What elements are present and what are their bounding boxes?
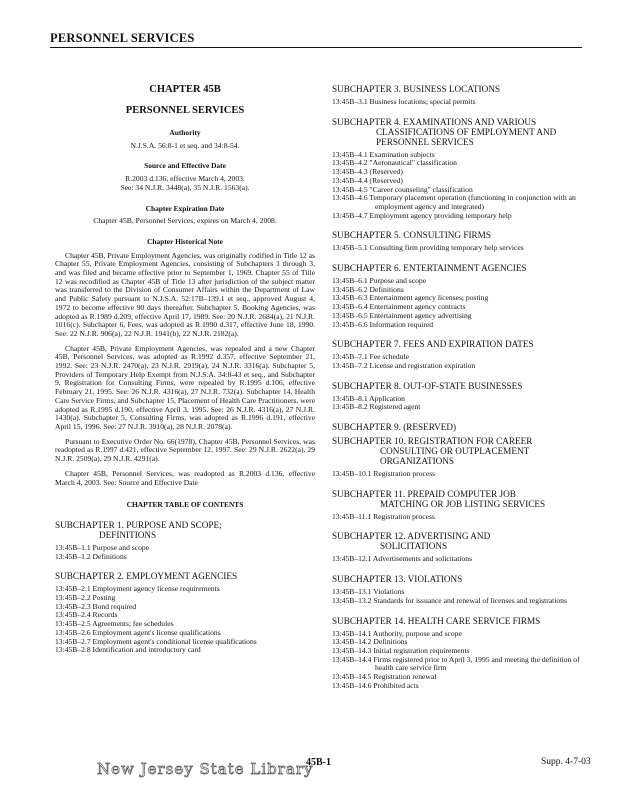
section-entry: 13:45B–4.6 Temporary placement operation (functioning in conjunction with an employment agency and integrated) <box>332 193 576 211</box>
section-entry: 13:45B–1.2 Definitions <box>55 551 127 561</box>
history-paragraph: Chapter 45B, Personnel Services, was readopted as R.2003 d.136, effective March 4, 2003. See: Source and Effective Date <box>55 468 315 487</box>
section-entry: 13:45B–14.2 Definitions <box>332 637 408 647</box>
section-entry: 13:45B–6.2 Definitions <box>332 284 404 294</box>
supplement-date: Supp. 4-7-03 <box>541 757 591 767</box>
subchapter-14-heading: SUBCHAPTER 14. HEALTH CARE SERVICE FIRMS <box>332 615 541 626</box>
subchapter-6-heading: SUBCHAPTER 6. ENTERTAINMENT AGENCIES <box>332 263 527 274</box>
header-rule <box>50 47 582 48</box>
subchapter-heading-line: SUBCHAPTER 12. ADVERTISING AND <box>332 531 491 542</box>
subchapter-heading-line: SUBCHAPTER 1. PURPOSE AND SCOPE; <box>55 519 222 530</box>
subchapter-13-heading: SUBCHAPTER 13. VIOLATIONS <box>332 574 463 585</box>
subchapter-heading-line: SUBCHAPTER 10. REGISTRATION FOR CAREER <box>332 436 533 447</box>
source-line-2: See: 34 N.J.R. 3448(a), 35 N.J.R. 1563(a). <box>120 182 250 192</box>
history-paragraph: Pursuant to Executive Order No. 66(1978), Chapter 45B, Personnel Services, was readopted as R.1997 d.421, effective September 12, 1997. See: 29 N.J.R. 2622(a), 29 N.J.R. 2509(a), 29 N.J.R. 4291(a). <box>55 436 315 464</box>
subchapter-heading-line: SUBCHAPTER 11. PREPAID COMPUTER JOB <box>332 488 516 499</box>
library-watermark: New Jersey State Library <box>97 760 314 778</box>
subchapter-heading-line: DEFINITIONS <box>99 529 157 540</box>
section-entry: 13:45B–2.2 Posting <box>55 593 116 603</box>
section-entry: 13:45B–6.6 Information required <box>332 319 434 329</box>
section-entry: 13:45B–14.4 Firms registered prior to April 3, 1995 and meeting the definition of health care service firm <box>332 654 580 673</box>
section-entry: 13:45B–2.4 Records <box>55 610 118 620</box>
section-entry: 13:45B–4.3 (Reserved) <box>332 167 403 177</box>
authority-heading: Authority <box>169 128 201 137</box>
history-paragraph: Chapter 45B, Private Employment Agencies, was originally codified in Title 12 as Chapter 55, Private Employment Agencies, consisting of Subchapters 1 through 3, and was filed and became effective prior to September 1, 1969. Chapter 55 of Title 12 was recodified as Chapter 45B of Title 13 after jurisdiction of the subject matter was transferred to the Division of Consumer Affairs within the Department of Law and Public Safety pursuant to N.J.S.A. 52:17B–139.1 et seq., approved August 4, 1972 to become effective 90 days thereafter. Subchapter 5, Booking Agencies, was adopted as R.1989 d.209, effective April 17, 1989. See: 20 N.J.R. 2684(a), 21 N.J.R. 1016(c). Subchapter 6, Fees, was adopted as R.1990 d.317, effective June 18, 1990. See: 22 N.J.R. 906(a), 22 N.J.R. 1941(b), 22 N.J.R. 2182(a). <box>55 250 315 338</box>
section-entry: 13:45B–4.7 Employment agency providing temporary help <box>332 210 512 220</box>
running-head: PERSONNEL SERVICES <box>50 31 195 45</box>
source-line-1: R.2003 d.136, effective March 4, 2003. <box>125 174 245 184</box>
section-entry: 13:45B–13.1 Violations <box>332 587 405 597</box>
subchapter-heading-line: MATCHING OR JOB LISTING SERVICES <box>380 498 546 509</box>
section-entry: 13:45B–2.3 Bond required <box>55 601 137 611</box>
subchapter-8-heading: SUBCHAPTER 8. OUT-OF-STATE BUSINESSES <box>332 380 523 391</box>
section-entry: 13:45B–6.1 Purpose and scope <box>332 276 427 286</box>
section-entry: 13:45B–12.1 Advertisements and solicitations <box>332 554 473 564</box>
subchapter-heading-line: ORGANIZATIONS <box>380 456 455 467</box>
subchapter-5-heading: SUBCHAPTER 5. CONSULTING FIRMS <box>332 230 491 241</box>
section-entry: 13:45B–3.1 Business locations; special permits <box>332 97 476 106</box>
subchapter-heading-line: CONSULTING OR OUTPLACEMENT <box>380 446 530 457</box>
section-entry: 13:45B–2.7 Employment agent's conditional license qualifications <box>55 636 257 646</box>
section-entry: 13:45B–6.3 Entertainment agency licenses; posting <box>332 293 489 303</box>
subchapter-heading-line: PERSONNEL SERVICES <box>376 136 474 147</box>
subchapter-7-heading: SUBCHAPTER 7. FEES AND EXPIRATION DATES <box>332 339 534 350</box>
subchapter-2-heading: SUBCHAPTER 2. EMPLOYMENT AGENCIES <box>55 571 238 582</box>
section-entry: 13:45B–4.1 Examination subjects <box>332 149 435 159</box>
section-entry: 13:45B–2.1 Employment agency license requirements <box>55 584 220 594</box>
section-entry: 13:45B–14.1 Authority, purpose and scope <box>332 628 462 638</box>
section-entry: 13:45B–13.2 Standards for issuance and renewal of licenses and registrations <box>332 595 567 605</box>
chapter-number: CHAPTER 45B <box>149 84 221 95</box>
section-entry: 13:45B–11.1 Registration process <box>332 511 435 521</box>
section-entry: 13:45B–7.1 Fee schedule <box>332 352 409 362</box>
right-column <box>332 84 594 691</box>
section-entry: 13:45B–8.1 Application <box>332 393 405 403</box>
section-entry: 13:45B–2.5 Agreements; fee schedules <box>55 619 174 629</box>
section-entry: 13:45B–2.6 Employment agent's license qualifications <box>55 627 221 637</box>
chapter-name: PERSONNEL SERVICES <box>125 105 245 116</box>
authority-text: N.J.S.A. 56:8-1 et seq. and 34:8-54. <box>130 140 240 150</box>
section-entry: 13:45B–14.5 Registration renewal <box>332 672 437 682</box>
subchapter-3-heading: SUBCHAPTER 3. BUSINESS LOCATIONS <box>332 84 500 94</box>
section-entry: 13:45B–7.2 License and registration expiration <box>332 360 476 370</box>
history-heading: Chapter Historical Note <box>147 236 223 246</box>
section-entry: 13:45B–1.1 Purpose and scope <box>55 542 150 552</box>
section-entry: 13:45B–6.5 Entertainment agency advertising <box>332 310 472 320</box>
section-entry: 13:45B–4.4 (Reserved) <box>332 175 403 185</box>
subchapter-heading-line: CLASSIFICATIONS OF EMPLOYMENT AND <box>376 126 557 137</box>
subchapter-10-heading <box>332 436 594 466</box>
subchapter-11-heading <box>332 489 594 509</box>
toc-heading: CHAPTER TABLE OF CONTENTS <box>126 500 244 510</box>
subchapter-1-heading <box>55 520 315 540</box>
subchapter-heading-line: SOLICITATIONS <box>380 541 448 552</box>
section-entry: 13:45B–10.1 Registration process <box>332 469 436 479</box>
section-entry: 13:45B–4.5 "Career counseling" classification <box>332 184 473 194</box>
subchapter-12-heading <box>332 531 594 551</box>
subchapter-heading-line: SUBCHAPTER 4. EXAMINATIONS AND VARIOUS <box>332 116 537 127</box>
source-heading: Source and Effective Date <box>144 161 226 171</box>
page-number: 45B-1 <box>306 757 331 768</box>
subchapter-9-heading: SUBCHAPTER 9. (RESERVED) <box>332 422 457 433</box>
expiration-heading: Chapter Expiration Date <box>145 203 225 213</box>
history-paragraph: Chapter 45B, Private Employment Agencies, was repealed and a new Chapter 45B, Personnel Services, was adopted as R.1992 d.357, effective September 21, 1992. See: 23 N.J.R. 2470(a), 23 N.J.R. 2919(a), 24 N.J.R. 3316(a). Subchapter 5, Providers of Temporary Help Exempt from N.J.S.A. 34:8-43 et seq., and Subchapter 9, Registration for Consulting Firms, were repealed by R.1995 d.106, effective February 21, 1995. See: 26 N.J.R. 4316(a), 27 N.J.R. 732(a). Subchapter 14, Health Care Service Firms, and Subchapter 15, Placement of Health Care Practitioners, were adopted as R.1995 d.190, effective April 3, 1995. See: 26 N.J.R. 4316(a), 27 N.J.R. 1430(a). Subchapter 5, Consulting Firms, was adopted as R.1996 d.191, effective April 15, 1996. See: 27 N.J.R. 3910(a), 28 N.J.R. 2078(a). <box>55 343 315 431</box>
section-entry: 13:45B–4.2 "Aeronautical" classification <box>332 158 457 168</box>
section-entry: 13:45B–6.4 Entertainment agency contracts <box>332 302 466 312</box>
subchapter-4-heading <box>332 117 594 147</box>
section-entry: 13:45B–8.2 Registered agent <box>332 402 421 412</box>
section-entry: 13:45B–5.1 Consulting firm providing temporary help services <box>332 243 524 253</box>
section-entry: 13:45B–14.3 Initial registration requirements <box>332 645 470 655</box>
left-column <box>55 84 315 655</box>
expiration-text: Chapter 45B, Personnel Services, expires on March 4, 2008. <box>93 216 277 226</box>
section-entry: 13:45B–14.6 Prohibited acts <box>332 680 419 690</box>
section-entry: 13:45B–2.8 Identification and introductory card <box>55 645 201 655</box>
